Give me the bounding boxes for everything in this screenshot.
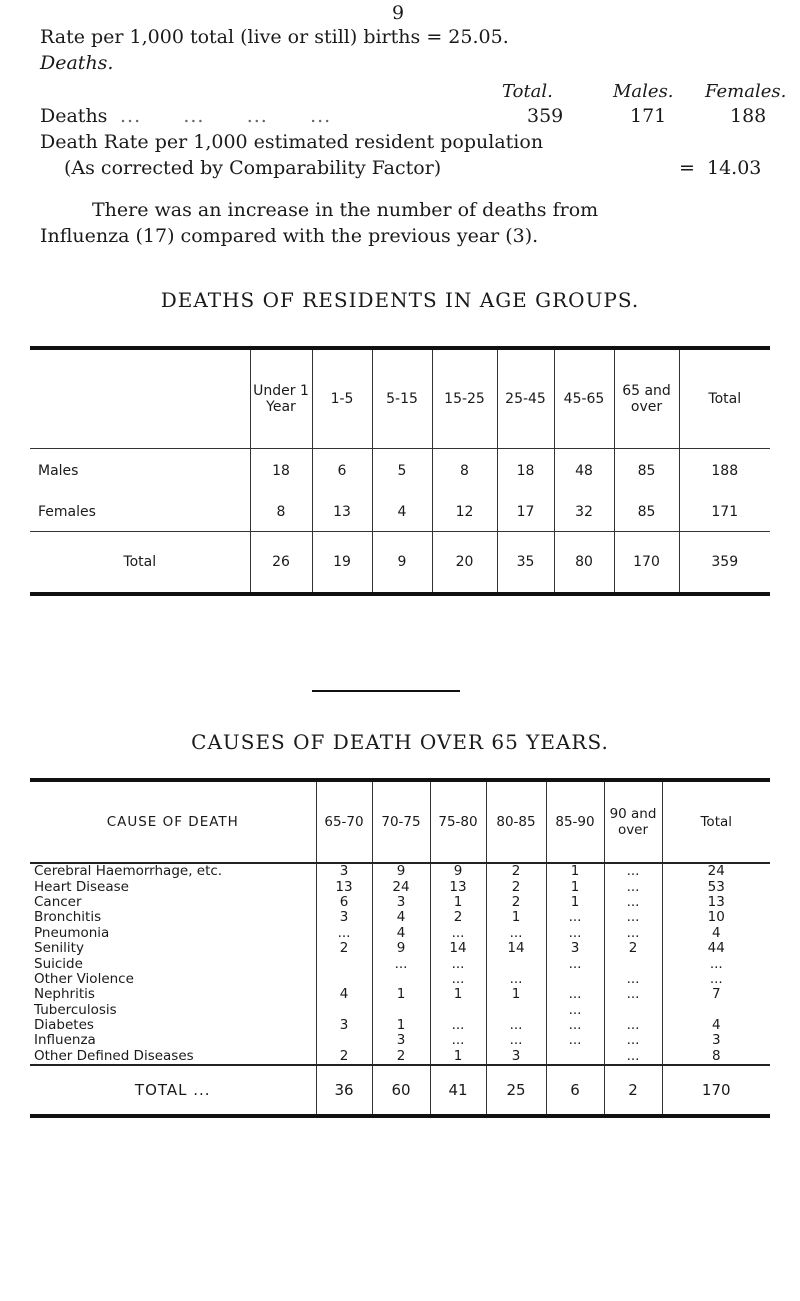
deaths-col-total: Total.: [502, 81, 553, 102]
table-cell: 3: [372, 1033, 430, 1048]
table-cell: 2: [372, 1049, 430, 1065]
table-cell: 85: [614, 493, 679, 531]
table-cell: ...: [372, 956, 430, 971]
table-cell: 4: [662, 1018, 770, 1033]
table-cell: 170: [662, 1065, 770, 1116]
table-cell: 24: [662, 863, 770, 879]
deaths-females: 188: [730, 105, 767, 127]
table-cell: [486, 1003, 546, 1018]
table-cell: 6: [546, 1065, 604, 1116]
birth-rate-label: Rate per 1,000 total (live or still) births: [40, 26, 421, 48]
table-cell: ...: [486, 1033, 546, 1048]
deaths-row-label: Deaths: [40, 105, 108, 127]
table-row: [30, 879, 770, 894]
table-cell: ...: [430, 972, 486, 987]
influenza-paragraph-line1: There was an increase in the number of deaths from: [92, 199, 599, 221]
table-cell: 26: [250, 531, 312, 594]
header-cell: CAUSE OF DEATH: [30, 780, 316, 863]
table-cell: 1: [546, 879, 604, 894]
table-cell: 1: [372, 987, 430, 1002]
table-cell: ...: [662, 972, 770, 987]
table-cell: 1: [486, 910, 546, 925]
table-cell: 10: [662, 910, 770, 925]
table-cell: 8: [432, 448, 497, 493]
header-cell: 65 and over: [614, 348, 679, 448]
table-cell: [372, 972, 430, 987]
cause-label: Bronchitis: [34, 909, 102, 926]
table-cell: 7: [662, 987, 770, 1002]
cause-label: Pneumonia: [34, 924, 110, 941]
table-cell: 8: [250, 493, 312, 531]
row-label: Females: [38, 503, 96, 520]
table-cell: 2: [604, 941, 662, 956]
table-cell: 2: [430, 910, 486, 925]
table-cell: 44: [662, 941, 770, 956]
table-cell: 9: [372, 941, 430, 956]
header-cell: Total: [662, 780, 770, 863]
table-row: [30, 926, 770, 941]
table-cell: 48: [554, 448, 614, 493]
table-cell: ...: [604, 1018, 662, 1033]
table-cell: 13: [662, 895, 770, 910]
causes-header-row: [30, 780, 770, 863]
birth-rate-value: 25.05: [448, 26, 503, 48]
table-cell: [546, 1049, 604, 1065]
header-cell: 5-15: [372, 348, 432, 448]
table-cell: ...: [316, 926, 372, 941]
table-cell: ...: [604, 926, 662, 941]
cause-label: Influenza: [34, 1032, 96, 1049]
table-row: [30, 1049, 770, 1065]
table-row: [30, 956, 770, 971]
table-cell: ...: [604, 987, 662, 1002]
row-label: Males: [38, 462, 79, 479]
death-rate-line1: Death Rate per 1,000 estimated resident population: [40, 131, 544, 153]
table-cell: 17: [497, 493, 554, 531]
table-cell: 4: [662, 926, 770, 941]
header-cell: 85-90: [546, 780, 604, 863]
header-cell: 15-25: [432, 348, 497, 448]
table-cell: ...: [430, 1033, 486, 1048]
death-rate-line2: [64, 157, 441, 179]
table-row: [30, 972, 770, 987]
header-cell: 25-45: [497, 348, 554, 448]
table-cell: 171: [679, 493, 770, 531]
table-row: [30, 941, 770, 956]
table-cell: 1: [546, 863, 604, 879]
table-cell: 9: [430, 863, 486, 879]
table-cell: [662, 1003, 770, 1018]
table-cell: [316, 1003, 372, 1018]
cause-label: Suicide: [34, 955, 83, 972]
deaths-total: 359: [527, 105, 564, 127]
header-cell: 65-70: [316, 780, 372, 863]
table-cell: 4: [316, 987, 372, 1002]
table-cell: 8: [662, 1049, 770, 1065]
header-cell: 75-80: [430, 780, 486, 863]
section-divider: [312, 690, 460, 692]
death-rate-value-wrap: = 14.03: [679, 157, 762, 179]
cause-label: Other Violence: [34, 970, 134, 987]
table-cell: 1: [372, 1018, 430, 1033]
header-cell: 80-85: [486, 780, 546, 863]
table-cell: 2: [486, 879, 546, 894]
table-row: [30, 863, 770, 879]
table-cell: ...: [546, 910, 604, 925]
table-cell: 36: [316, 1065, 372, 1116]
causes-table: [30, 778, 770, 1118]
table-cell: 24: [372, 879, 430, 894]
table-cell: 2: [316, 1049, 372, 1065]
table-cell: 4: [372, 493, 432, 531]
table-row: [30, 1003, 770, 1018]
deaths-col-males: Males.: [613, 81, 674, 102]
table-cell: ...: [486, 926, 546, 941]
table-cell: 13: [312, 493, 372, 531]
cause-label: Senility: [34, 940, 84, 957]
total-row: [30, 1065, 770, 1116]
table-cell: 2: [486, 895, 546, 910]
table-cell: ...: [430, 956, 486, 971]
table-row: [30, 910, 770, 925]
header-cell: 1-5: [312, 348, 372, 448]
table-cell: 18: [497, 448, 554, 493]
table-row: [30, 1018, 770, 1033]
table-cell: 1: [546, 895, 604, 910]
table-cell: 3: [486, 1049, 546, 1065]
table-cell: 1: [430, 895, 486, 910]
table-cell: 14: [430, 941, 486, 956]
birth-rate-equals: =: [426, 26, 449, 48]
birth-rate-line: Rate per 1,000 total (live or still) births = 25.05.: [40, 26, 509, 48]
table-cell: ...: [546, 956, 604, 971]
table-cell: 53: [662, 879, 770, 894]
table-cell: [430, 1003, 486, 1018]
table-cell: ...: [604, 863, 662, 879]
table-row: [30, 493, 770, 531]
cause-label: Other Defined Diseases: [34, 1047, 194, 1064]
deaths-col-females: Females.: [705, 81, 787, 102]
table-cell: ...: [662, 956, 770, 971]
table-cell: 9: [372, 863, 430, 879]
table-cell: 359: [679, 531, 770, 594]
table-cell: 85: [614, 448, 679, 493]
influenza-paragraph-line2: Influenza (17) compared with the previous year (3).: [40, 225, 539, 247]
causes-title: CAUSES OF DEATH OVER 65 YEARS.: [191, 730, 609, 754]
table-cell: 5: [372, 448, 432, 493]
table-row: [30, 448, 770, 493]
table-cell: 80: [554, 531, 614, 594]
table-cell: ...: [486, 972, 546, 987]
table-cell: ...: [486, 1018, 546, 1033]
header-cell: 45-65: [554, 348, 614, 448]
header-cell: Under 1 Year: [250, 348, 312, 448]
table-cell: ...: [546, 1033, 604, 1048]
table-cell: 13: [430, 879, 486, 894]
cause-label: Heart Disease: [34, 878, 129, 895]
table-row: [30, 895, 770, 910]
header-cell: [30, 348, 250, 448]
table-cell: [316, 956, 372, 971]
page-number: 9: [392, 2, 405, 24]
table-cell: 18: [250, 448, 312, 493]
table-cell: ...: [546, 926, 604, 941]
table-cell: [316, 972, 372, 987]
table-cell: ...: [604, 1033, 662, 1048]
deaths-heading: Deaths.: [40, 52, 114, 74]
table-cell: 35: [497, 531, 554, 594]
table-cell: ...: [604, 910, 662, 925]
cause-label: Cancer: [34, 893, 82, 910]
table-cell: ...: [546, 1018, 604, 1033]
table-cell: 9: [372, 531, 432, 594]
table-row: [30, 1033, 770, 1048]
table-cell: ...: [604, 972, 662, 987]
table-cell: 32: [554, 493, 614, 531]
age-groups-title: DEATHS OF RESIDENTS IN AGE GROUPS.: [160, 288, 640, 312]
table-cell: 3: [662, 1033, 770, 1048]
table-cell: ...: [430, 926, 486, 941]
header-cell: 70-75: [372, 780, 430, 863]
table-cell: 3: [316, 1018, 372, 1033]
table-cell: ...: [604, 1049, 662, 1065]
table-cell: ...: [546, 987, 604, 1002]
leader-dots: ... ... ... ...: [120, 105, 332, 127]
death-rate-note: (As corrected by Comparability Factor): [64, 157, 442, 179]
table-cell: 3: [316, 910, 372, 925]
table-cell: 2: [486, 863, 546, 879]
table-cell: [372, 1003, 430, 1018]
table-cell: 6: [316, 895, 372, 910]
table-cell: 13: [316, 879, 372, 894]
header-cell: Total: [679, 348, 770, 448]
table-row: [30, 987, 770, 1002]
death-rate-value: 14.03: [707, 157, 762, 179]
table-cell: 4: [372, 926, 430, 941]
table-cell: 14: [486, 941, 546, 956]
table-cell: [604, 1003, 662, 1018]
table-cell: 60: [372, 1065, 430, 1116]
cause-label: Tuberculosis: [34, 1001, 117, 1018]
total-label: Total: [30, 531, 250, 594]
table-cell: 3: [372, 895, 430, 910]
table-cell: ...: [604, 879, 662, 894]
table-cell: 1: [430, 1049, 486, 1065]
deaths-males: 171: [630, 105, 667, 127]
table-cell: 20: [432, 531, 497, 594]
age-groups-header-row: [30, 348, 770, 448]
table-cell: [604, 956, 662, 971]
table-cell: ...: [604, 895, 662, 910]
table-cell: 2: [604, 1065, 662, 1116]
age-groups-table: [30, 346, 770, 596]
table-cell: ...: [430, 1018, 486, 1033]
table-cell: 4: [372, 910, 430, 925]
table-cell: 1: [430, 987, 486, 1002]
table-cell: 12: [432, 493, 497, 531]
causes-body: [30, 863, 770, 1065]
cause-label: Diabetes: [34, 1017, 94, 1034]
total-row: [30, 531, 770, 594]
cause-label: Nephritis: [34, 986, 95, 1003]
table-cell: ...: [546, 1003, 604, 1018]
total-label: TOTAL ...: [30, 1065, 316, 1116]
table-cell: 3: [316, 863, 372, 879]
header-cell: 90 and over: [604, 780, 662, 863]
table-cell: 3: [546, 941, 604, 956]
table-cell: 19: [312, 531, 372, 594]
table-cell: 2: [316, 941, 372, 956]
cause-label: Cerebral Haemorrhage, etc.: [34, 863, 223, 880]
table-cell: [486, 956, 546, 971]
table-cell: [546, 972, 604, 987]
table-cell: 41: [430, 1065, 486, 1116]
table-cell: 25: [486, 1065, 546, 1116]
table-cell: [316, 1033, 372, 1048]
table-cell: 188: [679, 448, 770, 493]
table-cell: 170: [614, 531, 679, 594]
table-cell: 6: [312, 448, 372, 493]
table-cell: 1: [486, 987, 546, 1002]
